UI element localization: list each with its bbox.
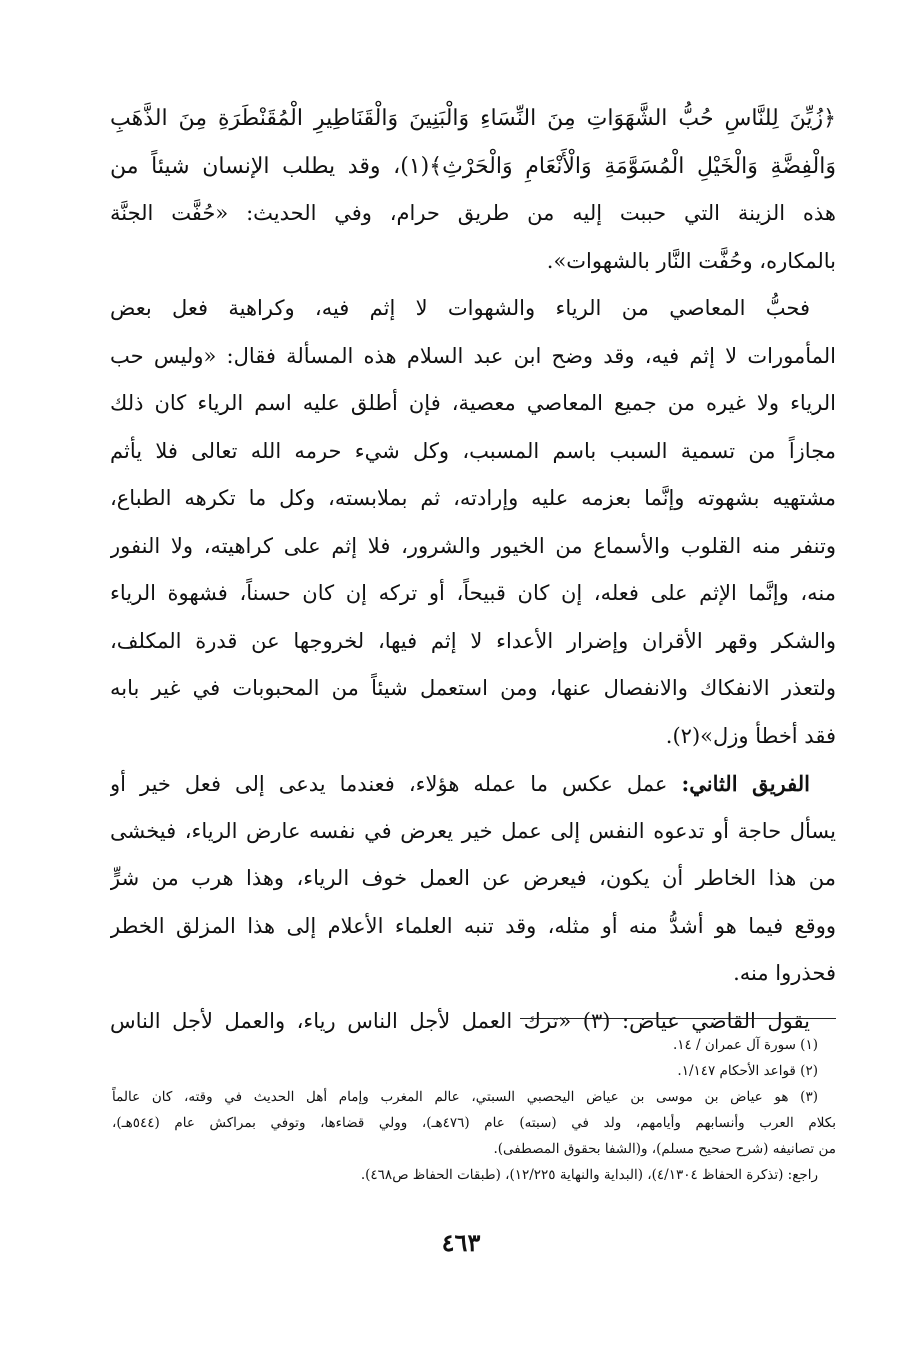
text-line: هذه الزينة التي حببت إليه من طريق حرام، وفي الحديث: «حُفَّت الجنَّة [110, 201, 836, 225]
text-line: الرياء ولا غيره من جميع المعاصي معصية، فإن أطلق عليه اسم الرياء كان ذلك [110, 391, 836, 415]
text-line: مجازاً من تسمية السبب باسم المسبب، وكل شيء حرمه الله تعالى فلا يأثم [110, 438, 836, 463]
text-line-fariq [110, 760, 836, 808]
footnote: (٢) قواعد الأحكام ١/١٤٧. [677, 1063, 818, 1079]
footnote-divider [520, 1018, 836, 1019]
section-label: الفريق الثاني: [681, 771, 810, 796]
text-line: مشتهيه بشهوته وإنَّما بعزمه عليه وإرادته، ثم بملابسته، وكل ما تكرهه الطباع، [110, 486, 836, 510]
footnote: من تصانيفه (شرح صحيح مسلم)، و(الشفا بحقوق المصطفى). [493, 1141, 836, 1157]
text-line: ووقع فيما هو أشدُّ منه أو مثله، وقد تنبه العلماء الأعلام إلى هذا المزلق الخطر [110, 913, 836, 938]
text-line: يسأل حاجة أو تدعوه النفس إلى عمل خير يعرض في نفسه عارض الرياء، فيخشى [110, 818, 836, 843]
text-line: المأمورات لا إثم فيه، وقد وضح ابن عبد السلام هذه المسألة فقال: «وليس حب [110, 343, 836, 368]
footnote: (١) سورة آل عمران / ١٤. [672, 1037, 818, 1053]
footnote: (٣) هو عياض بن موسى بن عياض اليحصبي السبتي، عالم المغرب وإمام أهل الحديث في وقته، كان عالماً [112, 1089, 818, 1105]
footnotes [112, 1032, 836, 1188]
text-line: فحبُّ المعاصي من الرياء والشهوات لا إثم فيه، وكراهية فعل بعض [110, 296, 810, 320]
main-text [110, 95, 836, 1045]
text-line: فقد أخطأ وزل»(٢). [665, 723, 836, 748]
text-line: منه، وإنَّما الإثم على فعله، إن كان قبيحاً، أو تركه إن كان حسناً، فشهوة الرياء [110, 581, 836, 605]
text-span: عمل عكس ما عمله هؤلاء، فعندما يدعى إلى فعل خير أو [110, 772, 668, 796]
text-line: وتنفر منه القلوب والأسماع من الخيور والشرور، فلا إثم على كراهيته، ولا النفور [110, 533, 836, 558]
text-line: بالمكاره، وحُفَّت النَّار بالشهوات». [546, 248, 836, 273]
page-number: ٤٦٣ [441, 1228, 481, 1257]
text-line: يقول القاضي عياض: (٣) «ترك العمل لأجل الناس رياء، والعمل لأجل الناس [110, 1008, 810, 1033]
text-line-quran: وَالْفِضَّةِ وَالْخَيْلِ الْمُسَوَّمَةِ وَالْأَنْعَامِ وَالْحَرْثِ﴾(١)، وقد يطلب الإنسان شيئاً من [110, 153, 836, 179]
footnote: راجع: (تذكرة الحفاظ ٤/١٣٠٤)، (البداية والنهاية ١٢/٢٢٥)، (طبقات الحفاظ ص٤٦٨). [360, 1167, 818, 1183]
text-line: من هذا الخاطر أن يكون، فيعرض عن العمل خوف الرياء، وهذا هرب من شرٍّ [110, 866, 836, 890]
footnote: بكلام العرب وأنسابهم وأيامهم، ولد في (سبته) عام (٤٧٦هـ)، وولي قضاءها، وتوفي بمراكش عام (٥٤٤هـ)، [112, 1115, 836, 1131]
text-line-quran: ﴿زُيِّنَ لِلنَّاسِ حُبُّ الشَّهَوَاتِ مِنَ النِّسَاءِ وَالْبَنِينَ وَالْقَنَاطِيرِ الْمُقَنْطَرَةِ مِنَ الذَّهَبِ [110, 106, 836, 131]
text-line: والشكر وقهر الأقران وإضرار الأعداء لا إثم فيها، لخروجها عن قدرة المكلف، [110, 628, 836, 653]
text-line: ولتعذر الانفكاك والانفصال عنها، ومن استعمل شيئاً من المحبوبات في غير بابه [110, 676, 836, 700]
text-line: فحذروا منه. [733, 961, 836, 985]
